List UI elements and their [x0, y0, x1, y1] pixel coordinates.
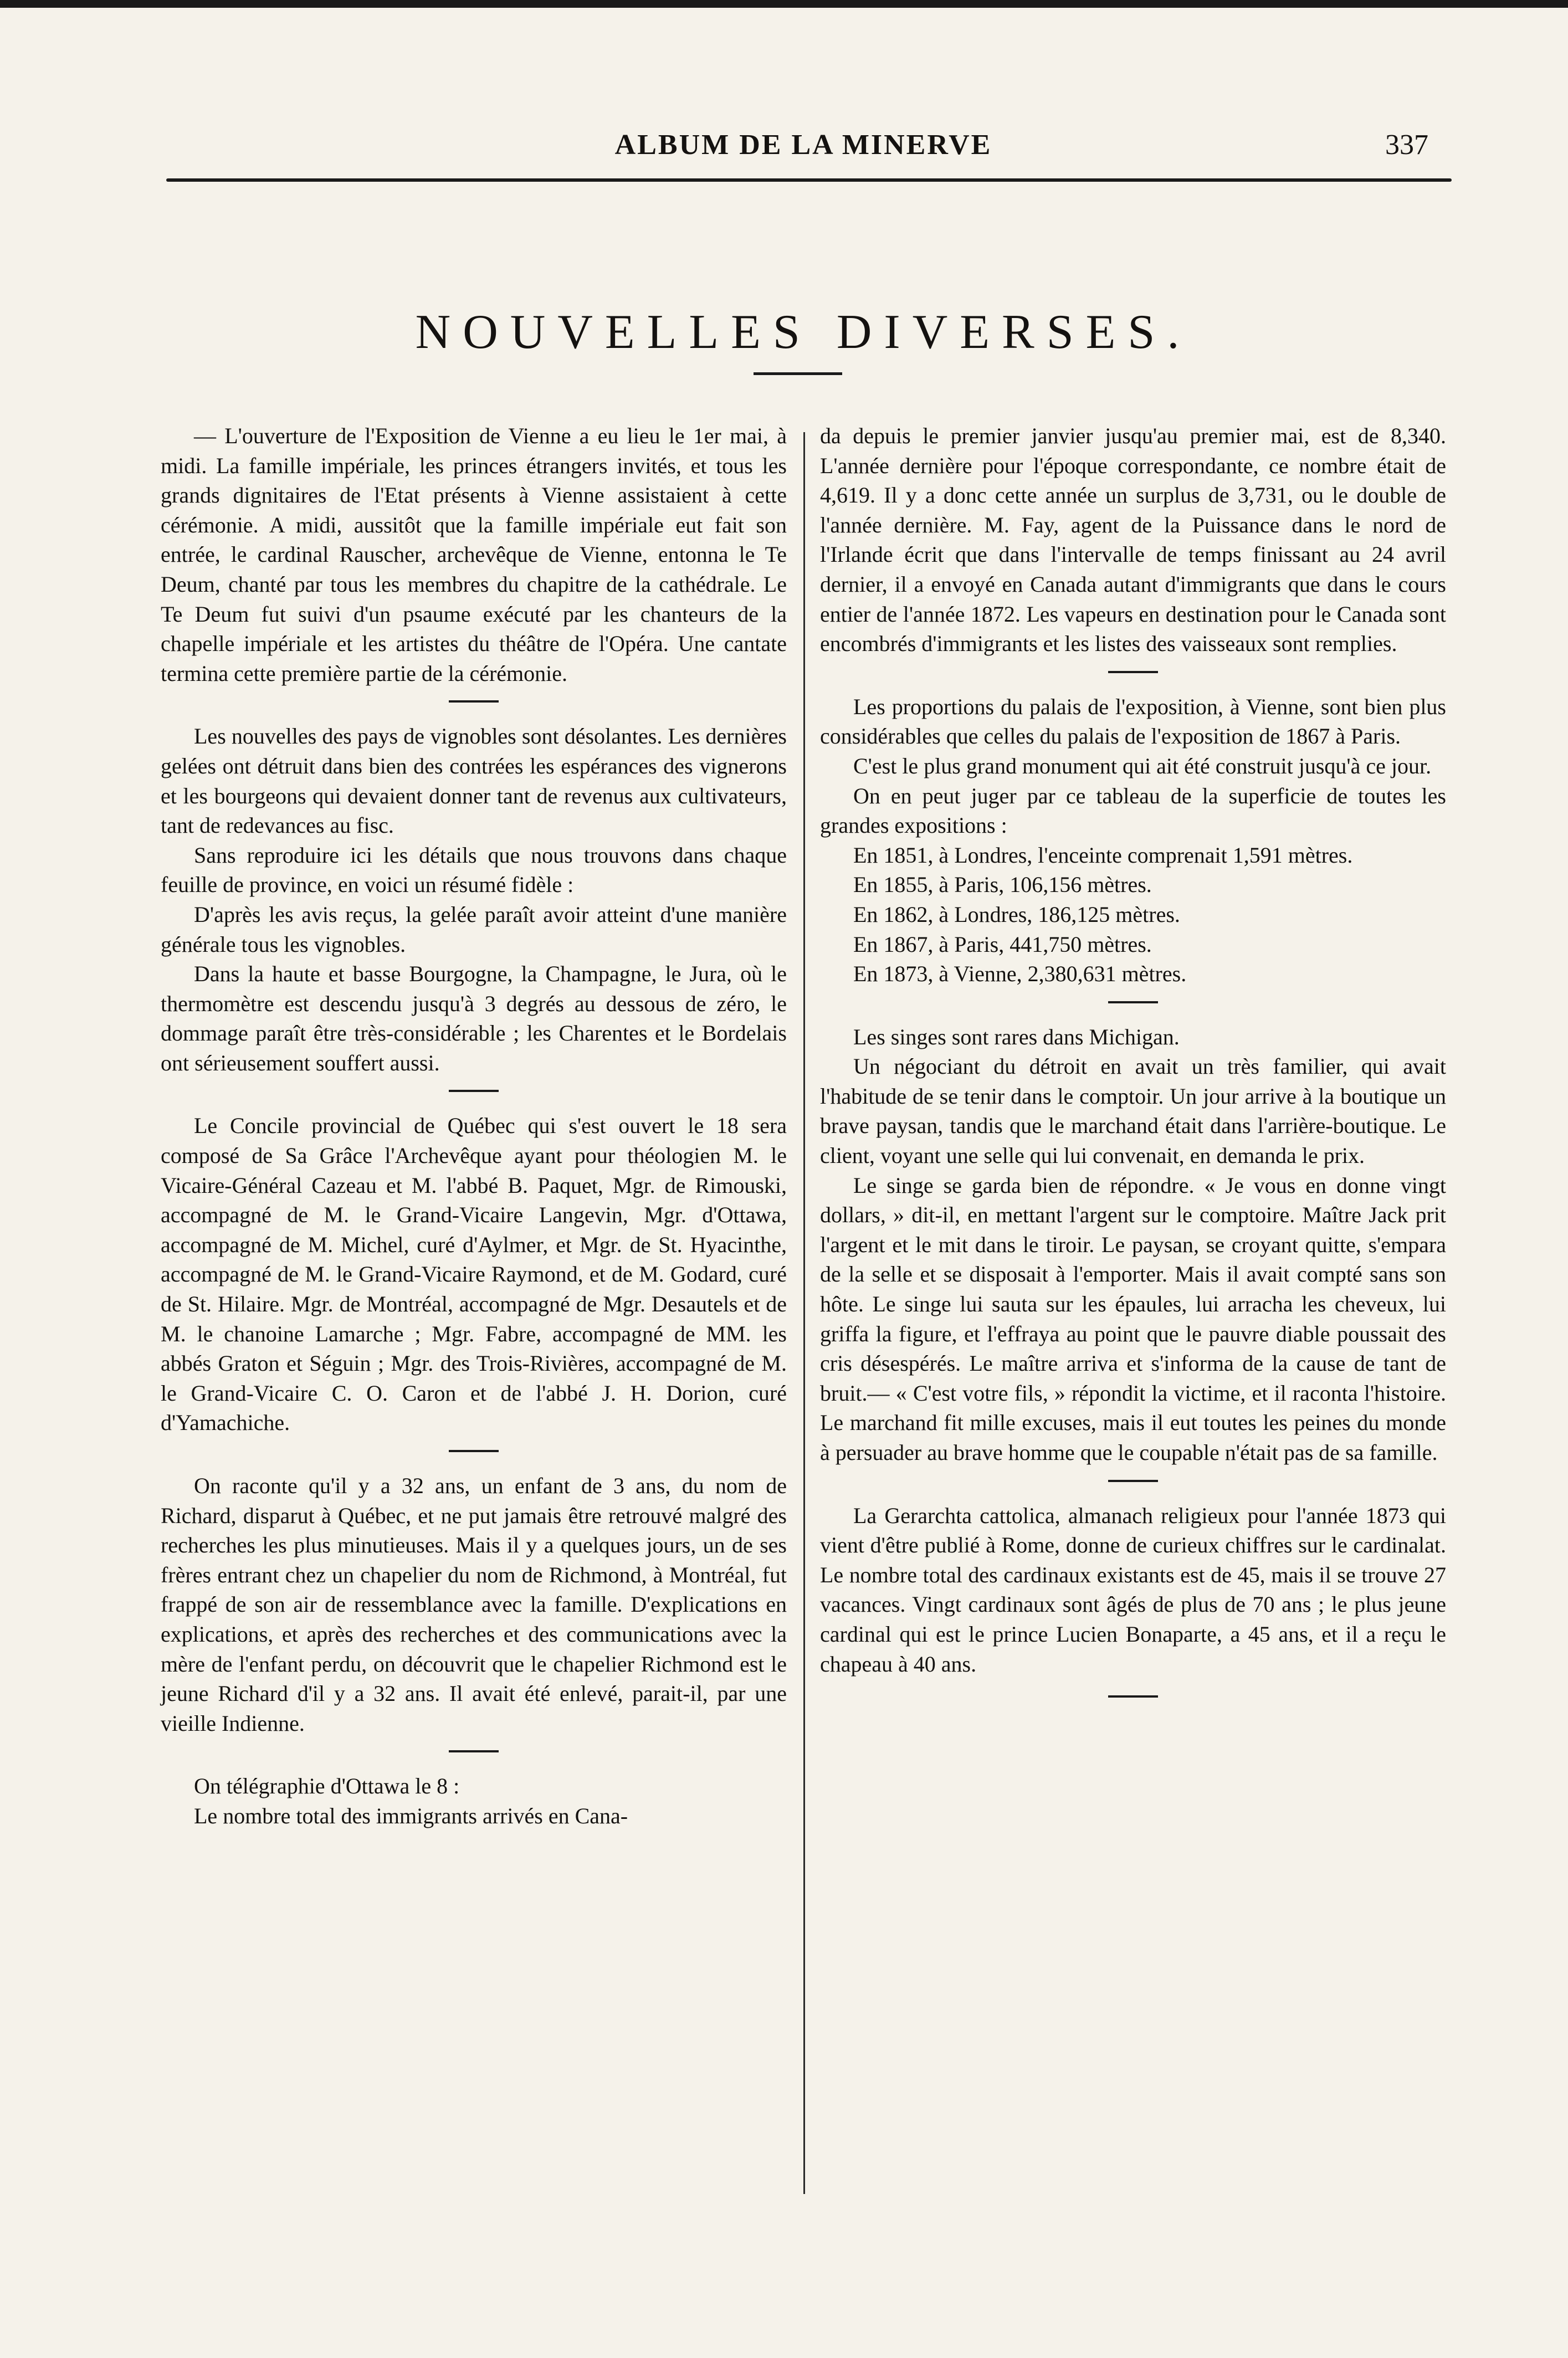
article-paragraph: Le Concile provincial de Québec qui s'est ouvert le 18 sera composé de Sa Grâce l'Archevêque ayant pour théologien M. le Vicaire-Général Cazeau et M. l'abbé B. Paquet, Mgr. de Rimouski, accompagné de M. le Grand-Vicaire Langevin, Mgr. d'Ottawa, accompagné de M. Michel, curé d'Aylmer, et Mgr. de St. Hyacinthe, accompagné de M. le Grand-Vicaire Raymond, et de M. Godard, curé de St. Hilaire. Mgr. de Montréal, accompagné de Mgr. Desautels et de M. le chanoine Lamarche ; Mgr. Fabre, accompagné de MM. les abbés Graton et Séguin ; Mgr. des Trois-Rivières, accompagné de M. le Grand-Vicaire C. O. Caron et de l'abbé J. H. Dorion, curé d'Yamachiche. [161, 1113, 787, 1436]
article-separator [449, 1090, 499, 1092]
article-paragraph: On télégraphie d'Ottawa le 8 : [194, 1773, 460, 1799]
article-paragraph: La Gerarchta cattolica, almanach religieux pour l'année 1873 qui vient d'être publié à Rome, donne de curieux chiffres sur le cardinalat. Le nombre total des cardinaux existants est de 45, mais il se trouve 27 vacances. Vingt cardinaux sont âgés de plus de 70 ans ; le plus jeune cardinal qui est le prince Lucien Bonaparte, a 45 ans, et il a reçu le chapeau à 40 ans. [820, 1503, 1446, 1677]
article-list-line: En 1867, à Paris, 441,750 mètres. [853, 931, 1152, 957]
article-paragraph: Sans reproduire ici les détails que nous trouvons dans chaque feuille de province, en voici un résumé fidèle : [161, 842, 787, 898]
article-list-line: En 1862, à Londres, 186,125 mètres. [853, 901, 1180, 927]
article-enfant-richard [161, 1471, 787, 1738]
left-column [161, 421, 787, 1831]
article-paragraph: Les proportions du palais de l'exposition, à Vienne, sont bien plus considérables que celles du palais de l'exposition de 1867 à Paris. [820, 694, 1446, 749]
running-title: ALBUM DE LA MINERVE [614, 129, 992, 161]
article-concile-quebec [161, 1111, 787, 1438]
section-title: NOUVELLES DIVERSES. [415, 305, 1192, 359]
article-gerarchia-cattolica [820, 1501, 1446, 1679]
article-separator [449, 1450, 499, 1452]
article-separator [1108, 1001, 1158, 1003]
header-rule [166, 178, 1452, 182]
article-paragraph: Le singe se garda bien de répondre. « Je vous en donne vingt dollars, » dit-il, en mettant l'argent sur le comptoire. Maître Jack prit l'argent et le mit dans le tiroir. Le paysan, se croyant quitte, s'empara de la selle et se disposait à l'emporter. Mais il avait compté sans son hôte. Le singe lui sauta sur les épaules, lui arracha les cheveux, lui griffa la figure, et l'effraya au point que le pauvre diable poussait des cris désespérés. Le maître arriva et s'informa de la cause de tant de bruit.— « C'est votre fils, » répondit la victime, et il raconta l'histoire. Le marchand fit mille excuses, mais il eut toutes les peines du monde à persuader au brave homme que le coupable n'était pas de sa famille. [820, 1172, 1446, 1465]
article-palais-exposition [820, 692, 1446, 989]
article-list-line: En 1855, à Paris, 106,156 mètres. [853, 872, 1152, 898]
article-exposition-vienne [161, 421, 787, 688]
article-singes-michigan [820, 1022, 1446, 1468]
end-rule [1108, 1695, 1158, 1698]
article-vignobles [161, 721, 787, 1078]
article-immigrants-ottawa [161, 1771, 787, 1831]
article-paragraph: — L'ouverture de l'Exposition de Vienne a eu lieu le 1er mai, à midi. La famille impériale, les princes étrangers invités, et tous les grands dignitaires de l'Etat présents à Vienne assistaient à cette cérémonie. A midi, aussitôt que la famille impériale eut fait son entrée, le cardinal Rauscher, archevêque de Vienne, entonna le Te Deum, chanté par tous les membres du chapitre de la cathédrale. Le Te Deum fut suivi d'un psaume exécuté par les chanteurs de la chapelle impériale et les artistes du théâtre de l'Opéra. Une cantate termina cette première partie de la cérémonie. [161, 423, 787, 686]
right-column [820, 421, 1446, 1698]
article-paragraph: En 1851, à Londres, l'enceinte comprenait 1,591 mètres. [853, 842, 1353, 868]
article-paragraph: On raconte qu'il y a 32 ans, un enfant de 3 ans, du nom de Richard, disparut à Québec, et ne put jamais être retrouvé malgré des recherches les plus minutieuses. Mais il y a quelques jours, un de ses frères entrant chez un chapelier du nom de Richmond, à Montréal, fut frappé de son air de ressemblance avec la famille. D'explications en explications, et après des recherches et des communications avec la mère de l'enfant perdu, on découvrit que le chapelier Richmond est le jeune Richard d'il y a 32 ans. Il avait été enlevé, parait-il, par une vieille Indienne. [161, 1473, 787, 1736]
article-paragraph: da depuis le premier janvier jusqu'au premier mai, est de 8,340. L'année dernière pour l'époque correspondante, ce nombre était de 4,619. Il y a donc cette année un surplus de 3,731, ou le double de l'année dernière. M. Fay, agent de la Puissance dans le nord de l'Irlande écrit que dans l'intervalle de temps finissant au 24 avril dernier, il a envoyé en Canada autant d'immigrants que dans le cours entier de l'année 1872. Les vapeurs en destination pour le Canada sont encombrés d'immigrants et les listes des vaisseaux sont remplies. [820, 423, 1446, 657]
article-list-line: En 1873, à Vienne, 2,380,631 mètres. [853, 961, 1187, 987]
title-rule [754, 372, 842, 375]
article-paragraph: Les nouvelles des pays de vignobles sont désolantes. Les dernières gelées ont détruit dans bien des contrées les espérances des vignerons et les bourgeons qui devaient donner tant de revenus aux cultivateurs, tant de redevances au fisc. [161, 724, 787, 838]
article-paragraph: Le nombre total des immigrants arrivés en Cana- [194, 1803, 628, 1828]
article-immigrants-continued [820, 421, 1446, 659]
top-edge-bar [0, 0, 1568, 8]
article-separator [449, 700, 499, 703]
article-paragraph: Les singes sont rares dans Michigan. [853, 1024, 1180, 1049]
article-paragraph: Un négociant du détroit en avait un très familier, qui avait l'habitude de se tenir dans le comptoir. Un jour arrive à la boutique un brave paysan, tandis que le marchand était dans l'arrière-boutique. Le client, voyant une selle qui lui convenait, en demanda le prix. [820, 1054, 1446, 1168]
article-paragraph: C'est le plus grand monument qui ait été construit jusqu'à ce jour. [853, 753, 1432, 778]
article-separator [1108, 671, 1158, 673]
article-separator [1108, 1480, 1158, 1482]
article-paragraph: On en peut juger par ce tableau de la superficie de toutes les grandes expositions : [820, 783, 1446, 838]
page-number: 337 [1385, 129, 1428, 161]
column-divider [803, 432, 805, 2194]
article-separator [449, 1750, 499, 1752]
article-paragraph: D'après les avis reçus, la gelée paraît avoir atteint d'une manière générale tous les vignobles. [161, 901, 787, 957]
article-paragraph: Dans la haute et basse Bourgogne, la Champagne, le Jura, où le thermomètre est descendu jusqu'à 3 degrés au dessous de zéro, le dommage paraît être très-considérable ; les Charentes et le Bordelais ont sérieusement souffert aussi. [161, 961, 787, 1075]
